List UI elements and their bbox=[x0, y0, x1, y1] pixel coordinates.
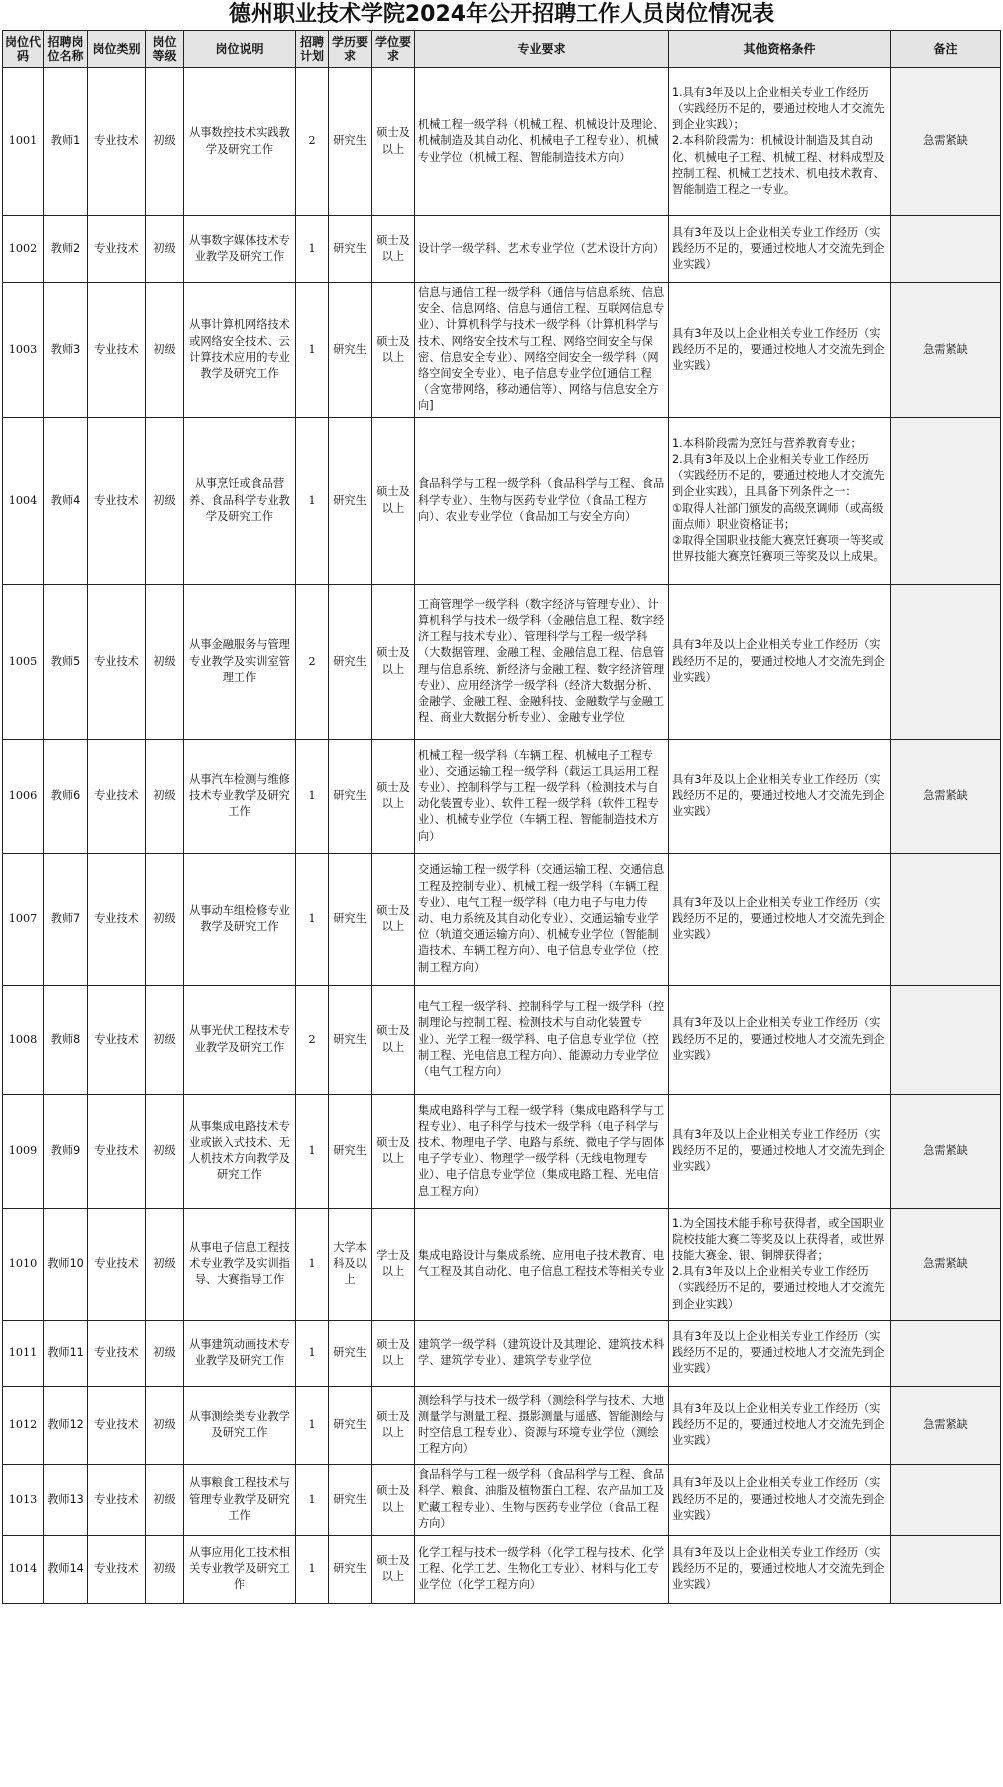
cell-edu: 研究生 bbox=[329, 417, 372, 584]
cell-level: 初级 bbox=[146, 1094, 184, 1208]
cell-degree: 硕士及以上 bbox=[372, 1386, 415, 1464]
cell-other: 具有3年及以上企业相关专业工作经历（实践经历不足的，要通过校地人才交流先到企业实践） bbox=[669, 853, 891, 985]
col-header-level: 岗位等级 bbox=[146, 31, 184, 68]
cell-plan: 1 bbox=[296, 1464, 329, 1535]
table-row bbox=[3, 1386, 1001, 1464]
cell-note bbox=[891, 985, 1001, 1094]
cell-plan: 2 bbox=[296, 584, 329, 739]
cell-name: 教师12 bbox=[44, 1386, 88, 1464]
cell-degree: 硕士及以上 bbox=[372, 985, 415, 1094]
positions-table bbox=[2, 30, 1001, 1604]
cell-edu: 研究生 bbox=[329, 216, 372, 283]
cell-category: 专业技术 bbox=[88, 68, 146, 216]
cell-major: 工商管理学一级学科（数字经济与管理专业）、计算机科学与技术一级学科（金融信息工程、数字经济工程与技术专业）、管理科学与工程一级学科（大数据管理、金融工程、金融信息工程、信息管理与信息系统、新经济与金融工程、数字经济管理专业）、应用经济学一级学科（经济大数据分析、金融学、金融工程、金融科技、金融数学与金融工程、商业大数据分析专业）、金融专业学位 bbox=[415, 584, 669, 739]
cell-note: 急需紧缺 bbox=[891, 1208, 1001, 1320]
cell-desc: 从事集成电路技术专业或嵌入式技术、无人机技术方向教学及研究工作 bbox=[184, 1094, 296, 1208]
cell-major: 设计学一级学科、艺术专业学位（艺术设计方向） bbox=[415, 216, 669, 283]
cell-level: 初级 bbox=[146, 853, 184, 985]
cell-other: 具有3年及以上企业相关专业工作经历（实践经历不足的，要通过校地人才交流先到企业实践） bbox=[669, 584, 891, 739]
cell-major: 食品科学与工程一级学科（食品科学与工程、食品科学、粮食、油脂及植物蛋白工程、农产品加工及贮藏工程专业）、生物与医药专业学位（食品工程方向） bbox=[415, 1464, 669, 1535]
cell-name: 教师1 bbox=[44, 68, 88, 216]
cell-level: 初级 bbox=[146, 283, 184, 418]
cell-code: 1011 bbox=[3, 1320, 44, 1386]
cell-code: 1009 bbox=[3, 1094, 44, 1208]
cell-plan: 1 bbox=[296, 1535, 329, 1603]
cell-name: 教师13 bbox=[44, 1464, 88, 1535]
cell-degree: 硕士及以上 bbox=[372, 1535, 415, 1603]
table-row bbox=[3, 584, 1001, 739]
cell-category: 专业技术 bbox=[88, 853, 146, 985]
cell-major: 集成电路设计与集成系统、应用电子技术教育、电气工程及其自动化、电子信息工程技术等相关专业 bbox=[415, 1208, 669, 1320]
cell-desc: 从事测绘类专业教学及研究工作 bbox=[184, 1386, 296, 1464]
cell-degree: 硕士及以上 bbox=[372, 417, 415, 584]
col-header-edu: 学历要求 bbox=[329, 31, 372, 68]
cell-other: 具有3年及以上企业相关专业工作经历（实践经历不足的，要通过校地人才交流先到企业实践） bbox=[669, 1535, 891, 1603]
table-row bbox=[3, 68, 1001, 216]
cell-degree: 硕士及以上 bbox=[372, 1094, 415, 1208]
cell-category: 专业技术 bbox=[88, 985, 146, 1094]
cell-edu: 研究生 bbox=[329, 1386, 372, 1464]
cell-plan: 2 bbox=[296, 985, 329, 1094]
table-row bbox=[3, 1208, 1001, 1320]
table-row bbox=[3, 985, 1001, 1094]
table-row bbox=[3, 283, 1001, 418]
cell-plan: 2 bbox=[296, 68, 329, 216]
cell-other: 具有3年及以上企业相关专业工作经历（实践经历不足的，要通过校地人才交流先到企业实践） bbox=[669, 1320, 891, 1386]
cell-other: 具有3年及以上企业相关专业工作经历（实践经历不足的，要通过校地人才交流先到企业实践） bbox=[669, 739, 891, 853]
cell-degree: 硕士及以上 bbox=[372, 283, 415, 418]
cell-name: 教师3 bbox=[44, 283, 88, 418]
cell-name: 教师4 bbox=[44, 417, 88, 584]
cell-edu: 研究生 bbox=[329, 739, 372, 853]
cell-level: 初级 bbox=[146, 584, 184, 739]
cell-plan: 1 bbox=[296, 1208, 329, 1320]
cell-note: 急需紧缺 bbox=[891, 1094, 1001, 1208]
cell-note: 急需紧缺 bbox=[891, 739, 1001, 853]
cell-edu: 研究生 bbox=[329, 1320, 372, 1386]
cell-other: 具有3年及以上企业相关专业工作经历（实践经历不足的，要通过校地人才交流先到企业实践） bbox=[669, 1094, 891, 1208]
cell-note bbox=[891, 216, 1001, 283]
cell-code: 1014 bbox=[3, 1535, 44, 1603]
cell-code: 1002 bbox=[3, 216, 44, 283]
cell-other: 1.为全国技术能手称号获得者，或全国职业院校技能大赛二等奖及以上获得者，或世界技能大赛金、银、铜牌获得者； 2.具有3年及以上企业相关专业工作经历（实践经历不足的，要通过校地人才交流先到企业实践） bbox=[669, 1208, 891, 1320]
cell-desc: 从事数字媒体技术专业教学及研究工作 bbox=[184, 216, 296, 283]
cell-plan: 1 bbox=[296, 216, 329, 283]
col-header-category: 岗位类别 bbox=[88, 31, 146, 68]
col-header-name: 招聘岗位名称 bbox=[44, 31, 88, 68]
cell-plan: 1 bbox=[296, 1320, 329, 1386]
cell-category: 专业技术 bbox=[88, 216, 146, 283]
cell-category: 专业技术 bbox=[88, 1094, 146, 1208]
cell-name: 教师9 bbox=[44, 1094, 88, 1208]
cell-note: 急需紧缺 bbox=[891, 1386, 1001, 1464]
cell-major: 信息与通信工程一级学科（通信与信息系统、信息安全、信息网络、信息与通信工程、互联网信息专业）、计算机科学与技术一级学科（计算机科学与技术、网络安全技术与工程、网络空间安全与保密、信息安全专业）、网络空间安全一级学科（网络空间安全专业）、电子信息专业学位[通信工程（含宽带网络，移动通信等）、网络与信息安全方向] bbox=[415, 283, 669, 418]
cell-edu: 研究生 bbox=[329, 985, 372, 1094]
cell-desc: 从事金融服务与管理专业教学及实训室管理工作 bbox=[184, 584, 296, 739]
cell-degree: 硕士及以上 bbox=[372, 68, 415, 216]
cell-edu: 研究生 bbox=[329, 1464, 372, 1535]
cell-edu: 研究生 bbox=[329, 584, 372, 739]
cell-major: 交通运输工程一级学科（交通运输工程、交通信息工程及控制专业）、机械工程一级学科（车辆工程专业）、电气工程一级学科（电力电子与电力传动、电力系统及其自动化专业）、交通运输专业学位（轨道交通运输方向）、机械专业学位（智能制造技术、车辆工程方向）、电子信息专业学位（控制工程方向） bbox=[415, 853, 669, 985]
cell-level: 初级 bbox=[146, 1386, 184, 1464]
cell-level: 初级 bbox=[146, 216, 184, 283]
cell-major: 集成电路科学与工程一级学科（集成电路科学与工程专业）、电子科学与技术一级学科（电子科学与技术、物理电子学、电路与系统、微电子学与固体电子学专业）、物理学一级学科（无线电物理专业）、电子信息专业学位（集成电路工程、光电信息工程方向） bbox=[415, 1094, 669, 1208]
page-title: 德州职业技术学院2024年公开招聘工作人员岗位情况表 bbox=[228, 2, 775, 27]
cell-major: 机械工程一级学科（车辆工程、机械电子工程专业）、交通运输工程一级学科（载运工具运用工程专业）、控制科学与工程一级学科（检测技术与自动化装置专业）、软件工程一级学科（软件工程专业）、机械专业学位（车辆工程、智能制造技术方向） bbox=[415, 739, 669, 853]
cell-name: 教师6 bbox=[44, 739, 88, 853]
cell-degree: 硕士及以上 bbox=[372, 1320, 415, 1386]
cell-category: 专业技术 bbox=[88, 1320, 146, 1386]
cell-code: 1004 bbox=[3, 417, 44, 584]
cell-desc: 从事建筑动画技术专业教学及研究工作 bbox=[184, 1320, 296, 1386]
cell-level: 初级 bbox=[146, 417, 184, 584]
cell-edu: 研究生 bbox=[329, 853, 372, 985]
cell-name: 教师11 bbox=[44, 1320, 88, 1386]
cell-other: 具有3年及以上企业相关专业工作经历（实践经历不足的，要通过校地人才交流先到企业实践） bbox=[669, 216, 891, 283]
cell-plan: 1 bbox=[296, 853, 329, 985]
cell-category: 专业技术 bbox=[88, 283, 146, 418]
cell-plan: 1 bbox=[296, 1094, 329, 1208]
cell-desc: 从事计算机网络技术或网络安全技术、云计算技术应用的专业教学及研究工作 bbox=[184, 283, 296, 418]
cell-desc: 从事粮食工程技术与管理专业教学及研究工作 bbox=[184, 1464, 296, 1535]
cell-category: 专业技术 bbox=[88, 739, 146, 853]
cell-plan: 1 bbox=[296, 283, 329, 418]
col-header-note: 备注 bbox=[891, 31, 1001, 68]
cell-level: 初级 bbox=[146, 1320, 184, 1386]
col-header-other: 其他资格条件 bbox=[669, 31, 891, 68]
col-header-plan: 招聘计划 bbox=[296, 31, 329, 68]
cell-other: 具有3年及以上企业相关专业工作经历（实践经历不足的，要通过校地人才交流先到企业实践） bbox=[669, 283, 891, 418]
col-header-code: 岗位代码 bbox=[3, 31, 44, 68]
cell-desc: 从事应用化工技术相关专业教学及研究工作 bbox=[184, 1535, 296, 1603]
cell-edu: 研究生 bbox=[329, 68, 372, 216]
cell-category: 专业技术 bbox=[88, 1535, 146, 1603]
cell-other: 具有3年及以上企业相关专业工作经历（实践经历不足的，要通过校地人才交流先到企业实践） bbox=[669, 1464, 891, 1535]
cell-other: 1.具有3年及以上企业相关专业工作经历（实践经历不足的，要通过校地人才交流先到企业实践）； 2.本科阶段需为：机械设计制造及其自动化、机械电子工程、机械工程、材料成型及控制工程、机械工艺技术、机电技术教育、智能制造工程之一专业。 bbox=[669, 68, 891, 216]
cell-code: 1006 bbox=[3, 739, 44, 853]
cell-plan: 1 bbox=[296, 417, 329, 584]
cell-edu: 研究生 bbox=[329, 283, 372, 418]
cell-edu: 大学本科及以上 bbox=[329, 1208, 372, 1320]
cell-plan: 1 bbox=[296, 1386, 329, 1464]
cell-degree: 硕士及以上 bbox=[372, 739, 415, 853]
cell-other: 具有3年及以上企业相关专业工作经历（实践经历不足的，要通过校地人才交流先到企业实践） bbox=[669, 1386, 891, 1464]
col-header-desc: 岗位说明 bbox=[184, 31, 296, 68]
cell-code: 1001 bbox=[3, 68, 44, 216]
cell-code: 1013 bbox=[3, 1464, 44, 1535]
cell-level: 初级 bbox=[146, 739, 184, 853]
cell-note: 急需紧缺 bbox=[891, 68, 1001, 216]
cell-code: 1008 bbox=[3, 985, 44, 1094]
cell-edu: 研究生 bbox=[329, 1535, 372, 1603]
cell-major: 测绘科学与技术一级学科（测绘科学与技术、大地测量学与测量工程、摄影测量与遥感、智能测绘与时空信息工程专业）、资源与环境专业学位（测绘工程方向） bbox=[415, 1386, 669, 1464]
cell-desc: 从事汽车检测与维修技术专业教学及研究工作 bbox=[184, 739, 296, 853]
table-row bbox=[3, 417, 1001, 584]
table-row bbox=[3, 1464, 1001, 1535]
table-row bbox=[3, 1094, 1001, 1208]
cell-note bbox=[891, 1320, 1001, 1386]
cell-desc: 从事数控技术实践教学及研究工作 bbox=[184, 68, 296, 216]
cell-degree: 硕士及以上 bbox=[372, 584, 415, 739]
cell-major: 电气工程一级学科、控制科学与工程一级学科（控制理论与控制工程、检测技术与自动化装置专业）、光学工程一级学科、电子信息专业学位（控制工程、光电信息工程方向）、能源动力专业学位（电气工程方向） bbox=[415, 985, 669, 1094]
cell-degree: 学士及以上 bbox=[372, 1208, 415, 1320]
cell-category: 专业技术 bbox=[88, 1464, 146, 1535]
cell-degree: 硕士及以上 bbox=[372, 853, 415, 985]
col-header-major: 专业要求 bbox=[415, 31, 669, 68]
table-row bbox=[3, 739, 1001, 853]
cell-desc: 从事动车组检修专业教学及研究工作 bbox=[184, 853, 296, 985]
table-header-row bbox=[3, 31, 1001, 68]
cell-note: 急需紧缺 bbox=[891, 283, 1001, 418]
cell-name: 教师5 bbox=[44, 584, 88, 739]
cell-level: 初级 bbox=[146, 68, 184, 216]
cell-desc: 从事烹饪或食品营养、食品科学专业教学及研究工作 bbox=[184, 417, 296, 584]
cell-major: 化学工程与技术一级学科（化学工程与技术、化学工程、化学工艺、生物化工专业）、材料与化工专业学位（化学工程方向） bbox=[415, 1535, 669, 1603]
cell-note bbox=[891, 1464, 1001, 1535]
cell-code: 1007 bbox=[3, 853, 44, 985]
cell-category: 专业技术 bbox=[88, 584, 146, 739]
cell-name: 教师10 bbox=[44, 1208, 88, 1320]
cell-note bbox=[891, 417, 1001, 584]
cell-category: 专业技术 bbox=[88, 417, 146, 584]
cell-category: 专业技术 bbox=[88, 1386, 146, 1464]
table-row bbox=[3, 1535, 1001, 1603]
cell-category: 专业技术 bbox=[88, 1208, 146, 1320]
cell-major: 食品科学与工程一级学科（食品科学与工程、食品科学专业）、生物与医药专业学位（食品工程方向）、农业专业学位（食品加工与安全方向） bbox=[415, 417, 669, 584]
cell-degree: 硕士及以上 bbox=[372, 216, 415, 283]
cell-degree: 硕士及以上 bbox=[372, 1464, 415, 1535]
cell-name: 教师8 bbox=[44, 985, 88, 1094]
cell-code: 1012 bbox=[3, 1386, 44, 1464]
cell-desc: 从事光伏工程技术专业教学及研究工作 bbox=[184, 985, 296, 1094]
table-row bbox=[3, 853, 1001, 985]
cell-name: 教师7 bbox=[44, 853, 88, 985]
cell-note bbox=[891, 853, 1001, 985]
cell-level: 初级 bbox=[146, 985, 184, 1094]
cell-code: 1003 bbox=[3, 283, 44, 418]
col-header-degree: 学位要求 bbox=[372, 31, 415, 68]
cell-desc: 从事电子信息工程技术专业教学及实训指导、大赛指导工作 bbox=[184, 1208, 296, 1320]
table-row bbox=[3, 1320, 1001, 1386]
cell-code: 1005 bbox=[3, 584, 44, 739]
cell-name: 教师2 bbox=[44, 216, 88, 283]
cell-other: 具有3年及以上企业相关专业工作经历（实践经历不足的，要通过校地人才交流先到企业实践） bbox=[669, 985, 891, 1094]
cell-name: 教师14 bbox=[44, 1535, 88, 1603]
cell-level: 初级 bbox=[146, 1208, 184, 1320]
cell-level: 初级 bbox=[146, 1464, 184, 1535]
cell-major: 建筑学一级学科（建筑设计及其理论、建筑技术科学、建筑学专业）、建筑学专业学位 bbox=[415, 1320, 669, 1386]
cell-code: 1010 bbox=[3, 1208, 44, 1320]
cell-note bbox=[891, 584, 1001, 739]
cell-note bbox=[891, 1535, 1001, 1603]
cell-major: 机械工程一级学科（机械工程、机械设计及理论、机械制造及其自动化、机械电子工程专业）、机械专业学位（机械工程、智能制造技术方向） bbox=[415, 68, 669, 216]
cell-plan: 1 bbox=[296, 739, 329, 853]
cell-edu: 研究生 bbox=[329, 1094, 372, 1208]
table-row bbox=[3, 216, 1001, 283]
cell-other: 1.本科阶段需为烹饪与营养教育专业； 2.具有3年及以上企业相关专业工作经历（实践经历不足的，要通过校地人才交流先到企业实践），且具备下列条件之一： ①取得人社部门颁发的高级烹调师（或高级面点师）职业资格证书； ②取得全国职业技能大赛烹饪赛项一等奖或世界技能大赛烹饪赛项三等奖及以上成果。 bbox=[669, 417, 891, 584]
cell-level: 初级 bbox=[146, 1535, 184, 1603]
